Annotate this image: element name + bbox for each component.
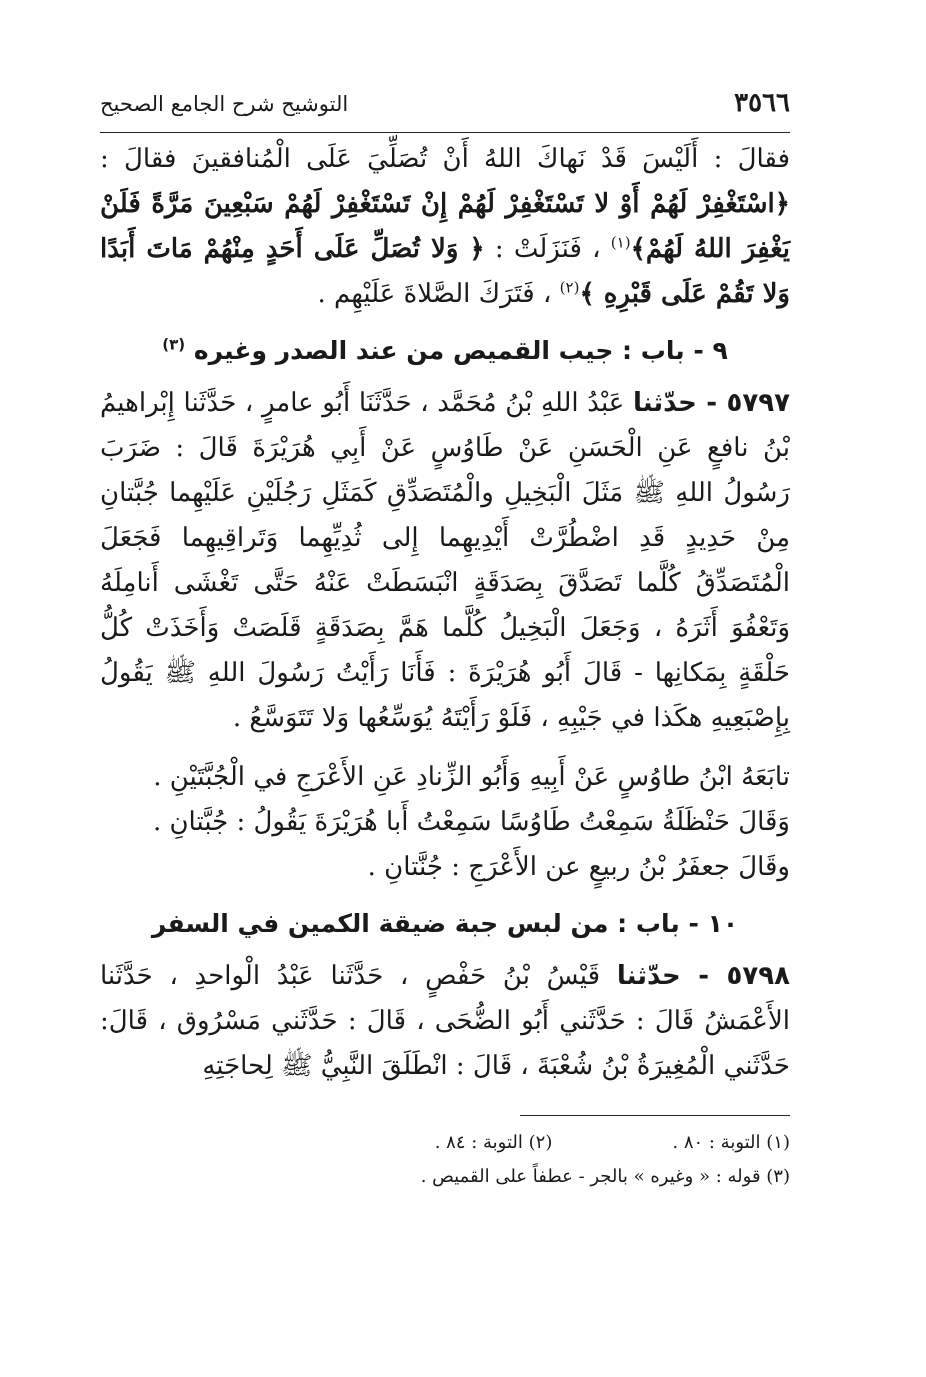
- hadith-number-5798: ٥٧٩٨ - حدّثنا: [616, 961, 791, 991]
- mutabaa-2: وَقَالَ حَنْظَلَةُ سَمِعْتُ طَاوُسًا سَمِعْتُ أَبا هُرَيْرَةَ يَقُولُ : جُبَّتانِ .: [152, 807, 790, 837]
- chapter-heading-9: [100, 325, 790, 377]
- quran-verse-1: ﴿اسْتَغْفِرْ لَهُمْ أَوْ لا تَسْتَغْفِرْ لَهُمْ إِنْ تَسْتَغْفِرْ لَهُمْ سَبْعِينَ مَرَّةً فَلَنْ يَغْفِرَ اللهُ لَهُمْ﴾: [100, 189, 791, 264]
- main-text: [100, 137, 790, 1089]
- intro-line-1: فقالَ : أَلَيْسَ قَدْ نَهاكَ اللهُ أَنْ تُصَلِّيَ عَلَى الْمُنافقينَ فقالَ :: [100, 144, 790, 174]
- footnote-marker-1: (١): [610, 233, 631, 252]
- hadith-number-5797: ٥٧٩٧ - حدّثنا: [632, 388, 791, 418]
- hadith-text-5798: قَيْسُ بْنُ حَفْصٍ ، حَدَّثَنا عَبْدُ الْواحدِ ، حَدَّثَنا الأَعْمَشُ قَالَ : حَدَّثَني أَبُو الضُّحَى ، قَالَ : حَدَّثَني مَسْرُوق ، قَالَ: حَدَّثَني الْمُغِيرَةُ بْنُ شُعْبَةَ ، قَالَ : انْطَلَقَ النَّبِيُّ ﷺ لِحاجَتِهِ: [100, 961, 790, 1081]
- page-number: ٣٥٦٦: [734, 88, 790, 118]
- footnote-3: (٣) قوله : « وغيره » بالجر - عطفاً على القميص .: [420, 1166, 790, 1187]
- hadith-5797: [100, 381, 790, 741]
- chapter-title-10: ١٠ - باب : من لبس جبة ضيقة الكمين في السفر: [151, 909, 739, 938]
- intro-line-2: ، فَنَزَلَتْ :: [494, 234, 601, 264]
- mutabaa-1: تابَعَهُ ابْنُ طاوُسٍ عَنْ أَبِيهِ وَأَبُو الزِّنادِ عَنِ الأَعْرَجِ في الْجُبَّتَيْنِ .: [153, 762, 790, 792]
- intro-line-3: ، فَتَرَكَ الصَّلاةَ عَلَيْهِم .: [317, 279, 552, 309]
- footnotes: [100, 1126, 790, 1194]
- mutabaa-3: وقَالَ جعفَرُ بْنُ ربيعٍ عن الأَعْرَجِ : جُنَّتانِ .: [367, 852, 790, 882]
- footnote-marker-2: (٢): [559, 278, 580, 297]
- spacer: [100, 741, 790, 755]
- chapter-heading-10: [100, 898, 790, 950]
- intro-paragraph: [100, 137, 790, 317]
- footnote-row-1: [100, 1126, 790, 1160]
- book-page: [100, 88, 790, 1194]
- quran-verse-2: ﴿ وَلا تُصَلِّ عَلَى أَحَدٍ مِنْهُمْ مَاتَ أَبَدًا وَلا تَقُمْ عَلَى قَبْرِهِ ﴾: [100, 234, 790, 309]
- hadith-text-5797: عَبْدُ اللهِ بْنُ مُحَمَّد ، حَدَّثَنَا أَبُو عامرٍ ، حَدَّثَنا إِبْراهيمُ بْنُ نافعٍ عَنِ الْحَسَنِ عَنْ طَاوُسٍ عَنْ أَبِي هُرَيْرَةَ قَالَ : ضَرَبَ رَسُولُ اللهِ ﷺ مَثَلَ الْبَخِيلِ والْمُتَصَدِّقِ كَمَثَلِ رَجُلَيْنِ عَلَيْهِما جُبَّتانِ مِنْ حَدِيدٍ قَدِ اضْطُرَّتْ أَيْدِيهِما إِلى ثُدِيِّهِما وَتَراقِيهِما فَجَعَلَ الْمُتَصَدِّقُ كُلَّما تَصَدَّقَ بِصَدَقَةٍ انْبَسَطَتْ عَنْهُ حَتَّى تَغْشَى أَنامِلَهُ وَتَعْفُوَ أَثَرَهُ ، وَجَعَلَ الْبَخِيلُ كُلَّما هَمَّ بِصَدَقَةٍ قَلَصَتْ وَأَخَذَتْ كُلُّ حَلْقَةٍ بِمَكانِها - قَالَ أَبُو هُرَيْرَةَ : فَأَنَا رَأَيْتُ رَسُولَ اللهِ ﷺ يَقُولُ بِإِصْبَعِيهِ هكَذا في جَيْبِهِ ، فَلَوْ رَأَيْتَهُ يُوَسِّعُها وَلا تَتَوَسَّعُ .: [100, 388, 790, 733]
- footnote-marker-3: (٣): [162, 335, 186, 354]
- footnote-divider: [520, 1115, 790, 1116]
- book-title: التوشيح شرح الجامع الصحيح: [100, 92, 349, 116]
- running-header: [100, 88, 790, 133]
- footnote-2: (٢) التوبة : ٨٤ .: [434, 1132, 553, 1153]
- footnote-1: (١) التوبة : ٨٠ .: [672, 1132, 790, 1153]
- chapter-title-9: ٩ - باب : جيب القميص من عند الصدر وغيره: [193, 336, 728, 365]
- hadith-5798: [100, 954, 790, 1089]
